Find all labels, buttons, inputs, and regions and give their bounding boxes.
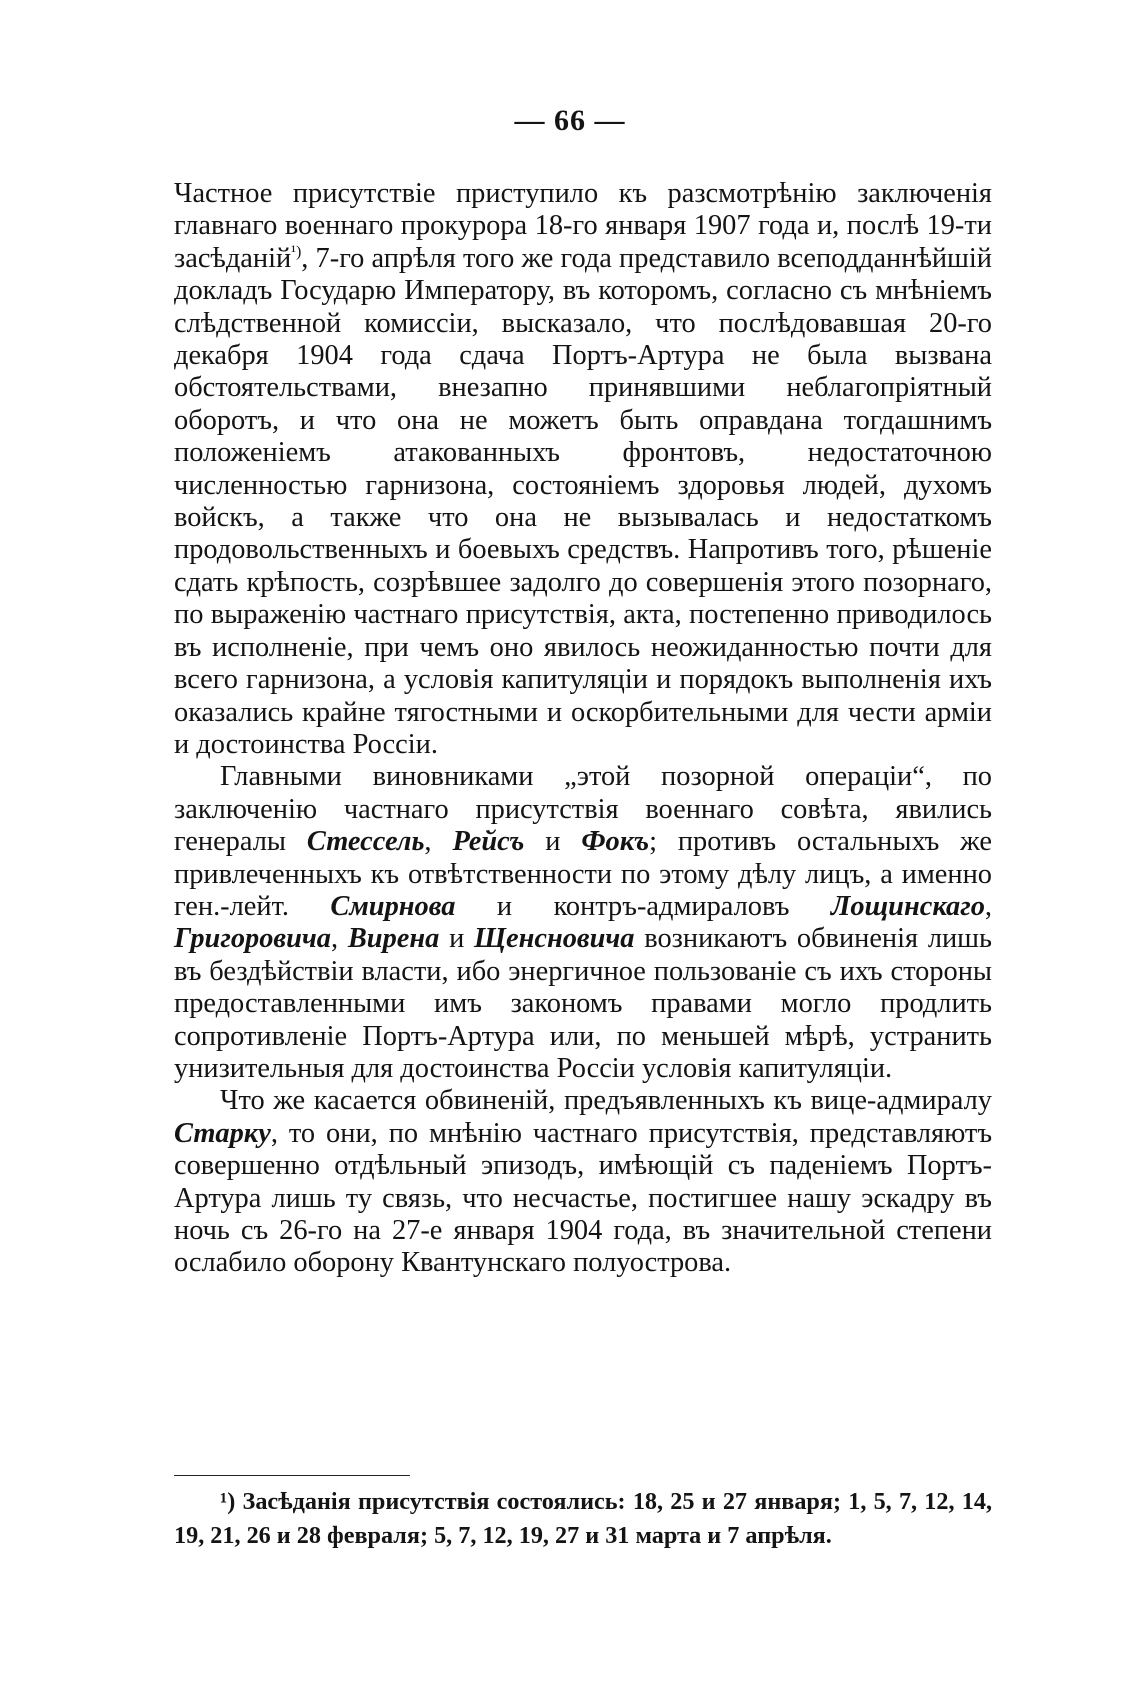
person-name: Смирнова: [330, 890, 456, 922]
person-name: Григоровича: [174, 923, 331, 955]
person-name: Фокъ: [581, 826, 650, 858]
main-text: [174, 178, 992, 1280]
person-name: Лощинскаго: [830, 890, 985, 922]
paragraph-2: Главными виновниками „этой позорной операціи“, по заключенію частнаго присутствія военнаго совѣта, явились генералы Стессель, Рейсъ и Фокъ; противъ остальныхъ же привлеченныхъ къ отвѣтственности по этому дѣлу лицъ, а именно ген.-лейт. Смирнова и контръ-адмираловъ Лощинскаго, Григоровича, Вирена и Щенсновича возникаютъ обвиненія лишь въ бездѣйствіи власти, ибо энергичное пользованіе съ ихъ стороны предоставленными имъ закономъ правами могло продлить сопротивленіе Портъ-Артура или, по меньшей мѣрѣ, устранить унизительныя для достоинства Россіи условія капитуляціи.: [174, 761, 993, 1084]
footnote-divider: [174, 1475, 410, 1476]
page-number: — 66 —: [514, 104, 626, 137]
footnote: [174, 1485, 992, 1553]
footnote-reference[interactable]: ¹): [291, 243, 302, 261]
person-name: Старку: [174, 1117, 271, 1149]
person-name: Рейсъ: [452, 826, 525, 858]
paragraph-1-text-b: , 7-го апрѣля того же года представило всеподданнѣйшій докладъ Государю Императору, въ которомъ, согласно съ мнѣніемъ слѣдственной комиссіи, высказало, что послѣдовавшая 20-го декабря 1904 года сдача Портъ-Артура не была вызвана обстоятельствами, внезапно принявшими неблагопріятный оборотъ, и что она не можетъ быть оправдана тогдашнимъ положеніемъ атакованныхъ фронтовъ, недостаточною численностью гарнизона, состояніемъ здоровья людей, духомъ войскъ, а также что она не вызывалась и недостаткомъ продовольственныхъ и боевыхъ средствъ. Напротивъ того, рѣшеніе сдать крѣпость, созрѣвшее задолго до совершенія этого позорнаго, по выраженію частнаго присутствія, акта, постепенно приводилось въ исполненіе, при чемъ оно явилось неожиданностью почти для всего гарнизона, а условія капитуляціи и порядокъ выполненія ихъ оказались крайне тягостными и оскорбительными для чести арміи и достоинства Россіи.: [174, 242, 992, 760]
person-name: Вирена: [347, 923, 440, 955]
paragraph-1-text-a: Частное присутствіе приступило къ разсмотрѣнію заключенія главнаго военнаго прокурора 18-го января 1907 года и, послѣ 19-ти засѣданій: [174, 178, 992, 274]
person-name: Стессель: [306, 826, 425, 858]
footnote-marker: ¹): [220, 1488, 236, 1515]
footnote-text: Засѣданія присутствія состоялись: 18, 25 и 27 января; 1, 5, 7, 12, 14, 19, 21, 26 и 28 февраля; 5, 7, 12, 19, 27 и 31 марта и 7 апрѣля.: [174, 1488, 992, 1549]
paragraph-3: Что же касается обвиненій, предъявленныхъ къ вице-адмиралу Старку, то они, по мнѣнію частнаго присутствія, представляютъ совершенно отдѣльный эпизодъ, имѣющій съ паденіемъ Портъ-Артура лишь ту связь, что несчастье, постигшее нашу эскадру въ ночь съ 26-го на 27-е января 1904 года, въ значительной степени ослабило оборону Квантунскаго полуострова.: [174, 1085, 992, 1279]
person-name: Щенсновича: [474, 923, 635, 955]
paragraph-1: [174, 178, 992, 761]
